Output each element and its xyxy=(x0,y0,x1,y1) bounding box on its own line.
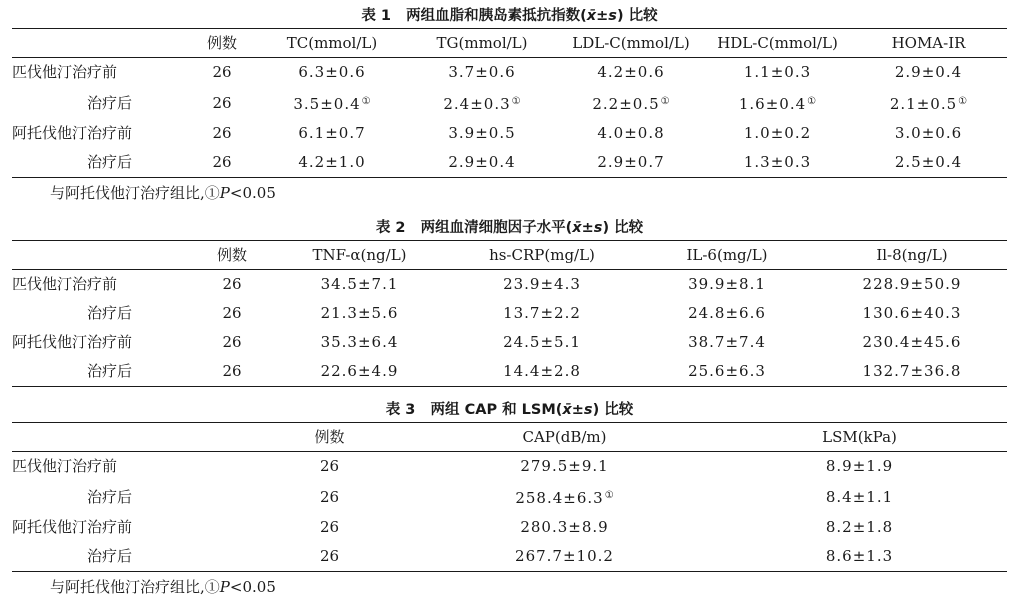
table-row xyxy=(12,513,1007,542)
table-header-row xyxy=(12,29,1007,58)
value-cell xyxy=(272,357,447,387)
caption-text: 两组血脂和胰岛素抵抗指数( xyxy=(406,8,587,24)
value-text: 4.0±0.8 xyxy=(597,124,665,142)
value-text: 8.2±1.8 xyxy=(825,518,894,536)
value-cell xyxy=(447,357,637,387)
caption-suffix: ) 比较 xyxy=(602,220,644,236)
table-1-footnote xyxy=(12,178,1007,208)
value-cell xyxy=(637,270,817,300)
table-2 xyxy=(12,240,1007,387)
header-blank xyxy=(12,29,187,58)
value-cell xyxy=(407,148,557,178)
value-cell xyxy=(417,452,712,482)
value-text: 230.4±45.6 xyxy=(862,333,962,351)
row-count: 26 xyxy=(222,304,242,322)
footnote-cond: <0.05 xyxy=(229,184,276,202)
caption-stat: x̄±s xyxy=(586,8,617,24)
row-label: 阿托伐他汀治疗前 xyxy=(12,333,133,351)
footnote-mark: ① xyxy=(204,578,220,596)
value-cell xyxy=(417,513,712,542)
value-text: 38.7±7.4 xyxy=(688,333,766,351)
table-row xyxy=(12,542,1007,572)
value-text: 8.6±1.3 xyxy=(825,547,894,565)
header-column: TNF-α(ng/L) xyxy=(272,241,447,270)
value-cell xyxy=(557,119,705,148)
value-text: 2.9±0.4 xyxy=(894,63,963,81)
row-count: 26 xyxy=(222,333,242,351)
value-text: 2.2±0.5 xyxy=(592,95,660,113)
value-cell xyxy=(257,148,407,178)
value-cell xyxy=(850,119,1007,148)
footnote-cond: <0.05 xyxy=(229,578,276,596)
value-cell xyxy=(850,58,1007,88)
table-1-caption xyxy=(12,4,1007,28)
value-cell xyxy=(407,87,557,119)
table-row xyxy=(12,270,1007,300)
value-text: 2.9±0.4 xyxy=(448,153,516,171)
row-count: 26 xyxy=(319,547,340,565)
header-column: HDL-C(mmol/L) xyxy=(705,29,850,58)
value-text: 130.6±40.3 xyxy=(862,304,962,322)
value-cell xyxy=(407,119,557,148)
table-1 xyxy=(12,28,1007,178)
value-text: 24.8±6.6 xyxy=(688,304,766,322)
header-blank xyxy=(12,423,242,452)
value-cell xyxy=(705,58,850,88)
value-cell xyxy=(417,481,712,513)
table-row xyxy=(12,299,1007,328)
footnote-mark: ① xyxy=(204,184,220,202)
value-cell xyxy=(712,452,1007,482)
caption-suffix: ) 比较 xyxy=(592,402,634,418)
table-3 xyxy=(12,422,1007,572)
header-column: LSM(kPa) xyxy=(712,423,1007,452)
significance-mark: ① xyxy=(511,96,521,107)
table-row xyxy=(12,481,1007,513)
significance-mark: ① xyxy=(958,96,968,107)
value-cell xyxy=(557,87,705,119)
table-1-section xyxy=(12,4,1007,208)
row-count: 26 xyxy=(222,275,242,293)
value-text: 8.4±1.1 xyxy=(825,487,894,506)
caption-suffix: ) 比较 xyxy=(616,8,658,24)
value-cell xyxy=(447,299,637,328)
value-cell xyxy=(637,328,817,357)
value-cell xyxy=(817,328,1007,357)
header-column: LDL-C(mmol/L) xyxy=(557,29,705,58)
row-label: 治疗后 xyxy=(87,362,133,380)
table-3-footnote xyxy=(12,572,1007,602)
header-column: TC(mmol/L) xyxy=(257,29,407,58)
table-header-row xyxy=(12,241,1007,270)
caption-stat: x̄±s xyxy=(572,220,603,236)
row-label: 治疗后 xyxy=(87,153,133,171)
table-row xyxy=(12,87,1007,119)
header-column: Il-8(ng/L) xyxy=(817,241,1007,270)
value-text: 1.1±0.3 xyxy=(743,63,812,81)
value-cell xyxy=(637,357,817,387)
value-cell xyxy=(557,58,705,88)
header-column: HOMA-IR xyxy=(850,29,1007,58)
header-count: 例数 xyxy=(187,29,257,58)
value-cell xyxy=(817,270,1007,300)
caption-label: 表 3 xyxy=(385,402,416,418)
footnote-prefix: 与阿托伐他汀治疗组比, xyxy=(50,184,205,202)
significance-mark: ① xyxy=(604,490,614,501)
value-text: 6.1±0.7 xyxy=(298,124,366,142)
row-count: 26 xyxy=(212,124,232,142)
table-row xyxy=(12,119,1007,148)
footnote-prefix: 与阿托伐他汀治疗组比, xyxy=(50,578,205,596)
value-text: 258.4±6.3 xyxy=(515,489,604,507)
value-text: 34.5±7.1 xyxy=(320,275,399,293)
table-row xyxy=(12,452,1007,482)
value-cell xyxy=(557,148,705,178)
value-text: 2.4±0.3 xyxy=(443,95,511,113)
value-text: 23.9±4.3 xyxy=(503,275,581,293)
table-row xyxy=(12,328,1007,357)
caption-label: 表 2 xyxy=(375,220,406,236)
value-text: 4.2±0.6 xyxy=(597,63,665,81)
value-cell xyxy=(712,513,1007,542)
value-text: 228.9±50.9 xyxy=(862,275,962,293)
value-cell xyxy=(257,87,407,119)
caption-label: 表 1 xyxy=(361,8,391,24)
value-text: 1.3±0.3 xyxy=(743,153,812,171)
caption-text: 两组血清细胞因子水平( xyxy=(420,220,573,236)
row-label: 匹伐他汀治疗前 xyxy=(12,63,118,81)
row-label: 匹伐他汀治疗前 xyxy=(12,457,118,475)
table-header-row xyxy=(12,423,1007,452)
value-text: 1.6±0.4 xyxy=(738,95,807,113)
value-text: 280.3±8.9 xyxy=(520,518,609,536)
table-2-section xyxy=(12,216,1007,387)
significance-mark: ① xyxy=(660,96,670,107)
header-count: 例数 xyxy=(192,241,272,270)
value-text: 4.2±1.0 xyxy=(298,153,366,171)
value-cell xyxy=(637,299,817,328)
value-cell xyxy=(447,270,637,300)
value-cell xyxy=(417,542,712,572)
value-cell xyxy=(705,87,850,119)
value-text: 2.1±0.5 xyxy=(889,95,958,113)
value-text: 13.7±2.2 xyxy=(503,304,581,322)
row-count: 26 xyxy=(319,457,340,475)
value-cell xyxy=(272,270,447,300)
row-count: 26 xyxy=(319,487,340,506)
row-label: 治疗后 xyxy=(87,547,133,565)
value-text: 25.6±6.3 xyxy=(688,362,766,380)
value-cell xyxy=(705,148,850,178)
value-cell xyxy=(850,87,1007,119)
table-row xyxy=(12,148,1007,178)
table-2-caption xyxy=(12,216,1007,240)
value-text: 24.5±5.1 xyxy=(503,333,581,351)
table-row xyxy=(12,58,1007,88)
significance-mark: ① xyxy=(807,96,817,107)
value-text: 132.7±36.8 xyxy=(862,362,962,380)
value-text: 267.7±10.2 xyxy=(515,547,614,565)
value-text: 39.9±8.1 xyxy=(688,275,766,293)
value-cell xyxy=(705,119,850,148)
value-text: 3.9±0.5 xyxy=(448,124,516,142)
value-cell xyxy=(712,481,1007,513)
value-text: 3.5±0.4 xyxy=(293,95,361,113)
footnote-p: P xyxy=(219,184,230,202)
header-blank xyxy=(12,241,192,270)
row-label: 治疗后 xyxy=(87,93,133,112)
value-text: 1.0±0.2 xyxy=(743,124,812,142)
header-column: IL-6(mg/L) xyxy=(637,241,817,270)
row-count: 26 xyxy=(222,362,242,380)
value-text: 6.3±0.6 xyxy=(298,63,366,81)
value-text: 3.7±0.6 xyxy=(448,63,516,81)
caption-text: 两组 CAP 和 LSM( xyxy=(430,402,563,418)
header-column: CAP(dB/m) xyxy=(417,423,712,452)
header-column: TG(mmol/L) xyxy=(407,29,557,58)
row-label: 治疗后 xyxy=(87,487,133,506)
row-count: 26 xyxy=(212,63,232,81)
table-row xyxy=(12,357,1007,387)
value-text: 279.5±9.1 xyxy=(520,457,609,475)
footnote-p: P xyxy=(219,578,230,596)
row-label: 阿托伐他汀治疗前 xyxy=(12,518,133,536)
value-text: 14.4±2.8 xyxy=(503,362,581,380)
value-text: 3.0±0.6 xyxy=(894,124,963,142)
value-text: 2.9±0.7 xyxy=(597,153,665,171)
value-text: 21.3±5.6 xyxy=(320,304,399,322)
header-count: 例数 xyxy=(242,423,417,452)
value-text: 2.5±0.4 xyxy=(894,153,963,171)
table-3-section xyxy=(12,398,1007,602)
row-label: 阿托伐他汀治疗前 xyxy=(12,124,133,142)
value-cell xyxy=(850,148,1007,178)
value-cell xyxy=(407,58,557,88)
value-cell xyxy=(272,328,447,357)
value-text: 22.6±4.9 xyxy=(320,362,399,380)
value-cell xyxy=(447,328,637,357)
value-cell xyxy=(272,299,447,328)
row-count: 26 xyxy=(212,93,232,112)
significance-mark: ① xyxy=(361,96,371,107)
value-cell xyxy=(817,357,1007,387)
row-label: 治疗后 xyxy=(87,304,133,322)
row-count: 26 xyxy=(212,153,232,171)
table-3-caption xyxy=(12,398,1007,422)
value-cell xyxy=(257,119,407,148)
value-text: 8.9±1.9 xyxy=(825,457,894,475)
row-count: 26 xyxy=(319,518,340,536)
row-label: 匹伐他汀治疗前 xyxy=(12,275,118,293)
header-column: hs-CRP(mg/L) xyxy=(447,241,637,270)
value-cell xyxy=(712,542,1007,572)
value-text: 35.3±6.4 xyxy=(320,333,399,351)
caption-stat: x̄±s xyxy=(562,402,593,418)
value-cell xyxy=(257,58,407,88)
value-cell xyxy=(817,299,1007,328)
